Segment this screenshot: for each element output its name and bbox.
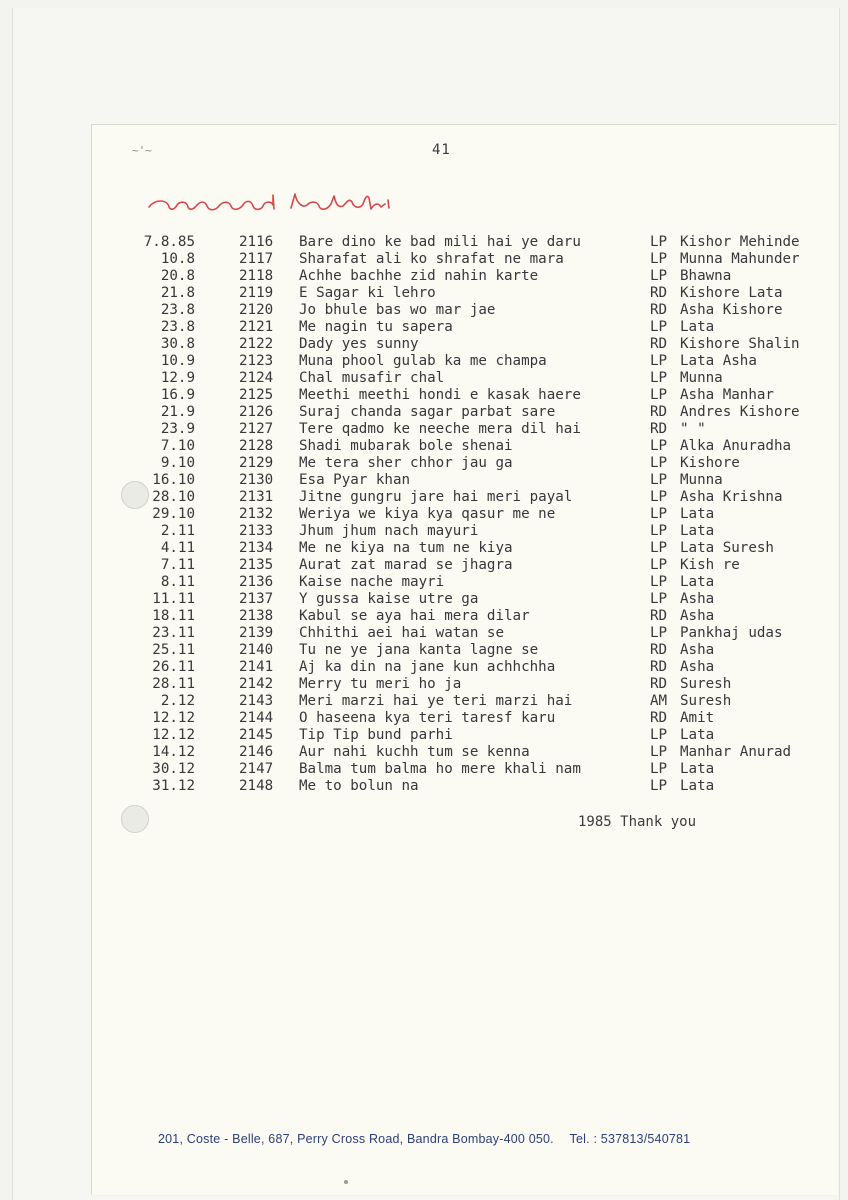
entry-composer: LP — [650, 251, 668, 267]
entry-singers: Lata — [680, 319, 715, 335]
ledger-row — [0, 540, 848, 557]
entry-composer: LP — [650, 778, 668, 794]
entry-song-title: Chhithi aei hai watan se — [299, 625, 504, 641]
entry-singers: Asha Krishna — [680, 489, 783, 505]
entry-song-title: Meri marzi hai ye teri marzi hai — [299, 693, 573, 709]
ledger-row — [0, 744, 848, 761]
entry-song-title: Weriya we kiya kya qasur me ne — [299, 506, 556, 522]
closing-note: 1985 Thank you — [578, 814, 697, 830]
ledger-row — [0, 285, 848, 302]
ledger-row — [0, 438, 848, 455]
entry-song-title: Aur nahi kuchh tum se kenna — [299, 744, 530, 760]
entry-song-title: Aj ka din na jane kun achhchha — [299, 659, 556, 675]
entry-singers: Munna — [680, 472, 723, 488]
entry-composer: LP — [650, 319, 668, 335]
entry-singers: Andres Kishore — [680, 404, 800, 420]
entry-singers: Kishore — [680, 455, 740, 471]
entry-singers: Munna Mahunder — [680, 251, 800, 267]
entry-date: 2.11 — [160, 523, 195, 539]
letterhead-telephone: Tel. : 537813/540781 — [569, 1132, 691, 1146]
entry-composer: LP — [650, 557, 668, 573]
paper-speck: ~'~ — [132, 144, 152, 157]
ledger-row — [0, 319, 848, 336]
entry-date: 30.8 — [160, 336, 195, 352]
entry-singers: Lata — [680, 778, 715, 794]
entry-song-title: Kabul se aya hai mera dilar — [299, 608, 530, 624]
entry-composer: LP — [650, 455, 668, 471]
page-number: 41 — [432, 142, 451, 158]
entry-composer: LP — [650, 523, 668, 539]
entry-composer: LP — [650, 472, 668, 488]
ledger-row — [0, 693, 848, 710]
entry-number: 2129 — [239, 455, 274, 471]
entry-composer: LP — [650, 438, 668, 454]
entry-date: 12.9 — [160, 370, 195, 386]
entry-song-title: Suraj chanda sagar parbat sare — [299, 404, 556, 420]
entry-number: 2141 — [239, 659, 274, 675]
entry-number: 2148 — [239, 778, 274, 794]
entry-date: 12.12 — [152, 727, 195, 743]
entry-number: 2118 — [239, 268, 274, 284]
entry-song-title: Kaise nache mayri — [299, 574, 445, 590]
entry-singers: Kishore Lata — [680, 285, 783, 301]
entry-composer: RD — [650, 336, 668, 352]
entry-number: 2120 — [239, 302, 274, 318]
entry-singers: Amit — [680, 710, 715, 726]
entry-date: 23.9 — [160, 421, 195, 437]
entry-number: 2134 — [239, 540, 274, 556]
entry-song-title: Jhum jhum nach mayuri — [299, 523, 479, 539]
entry-number: 2123 — [239, 353, 274, 369]
entry-date: 28.10 — [152, 489, 195, 505]
entry-song-title: E Sagar ki lehro — [299, 285, 436, 301]
ledger-row — [0, 336, 848, 353]
ledger-row — [0, 234, 848, 251]
entry-composer: LP — [650, 353, 668, 369]
ledger-row — [0, 710, 848, 727]
ledger-row — [0, 523, 848, 540]
entry-singers: Munna — [680, 370, 723, 386]
ledger-row — [0, 506, 848, 523]
entry-number: 2125 — [239, 387, 274, 403]
entry-composer: RD — [650, 676, 668, 692]
entry-date: 28.11 — [152, 676, 195, 692]
entry-number: 2145 — [239, 727, 274, 743]
entry-date: 16.10 — [152, 472, 195, 488]
entry-composer: AM — [650, 693, 668, 709]
ledger-row — [0, 591, 848, 608]
entry-date: 10.8 — [160, 251, 195, 267]
entry-number: 2139 — [239, 625, 274, 641]
entry-song-title: Me tera sher chhor jau ga — [299, 455, 513, 471]
entry-singers: Alka Anuradha — [680, 438, 792, 454]
entry-singers: Lata — [680, 727, 715, 743]
entry-number: 2143 — [239, 693, 274, 709]
entry-composer: RD — [650, 659, 668, 675]
entry-singers: Asha — [680, 608, 715, 624]
song-ledger — [0, 234, 848, 795]
entry-number: 2140 — [239, 642, 274, 658]
paper-mark — [344, 1180, 348, 1184]
entry-date: 29.10 — [152, 506, 195, 522]
entry-number: 2138 — [239, 608, 274, 624]
entry-singers: Lata — [680, 761, 715, 777]
entry-date: 4.11 — [160, 540, 195, 556]
entry-song-title: Merry tu meri ho ja — [299, 676, 462, 692]
entry-number: 2117 — [239, 251, 274, 267]
entry-number: 2137 — [239, 591, 274, 607]
entry-composer: RD — [650, 421, 668, 437]
entry-song-title: Achhe bachhe zid nahin karte — [299, 268, 539, 284]
ledger-row — [0, 574, 848, 591]
entry-date: 21.8 — [160, 285, 195, 301]
entry-song-title: Me nagin tu sapera — [299, 319, 453, 335]
entry-number: 2147 — [239, 761, 274, 777]
entry-date: 18.11 — [152, 608, 195, 624]
entry-date: 7.8.85 — [143, 234, 195, 250]
entry-composer: LP — [650, 744, 668, 760]
entry-composer: LP — [650, 591, 668, 607]
entry-singers: Bhawna — [680, 268, 732, 284]
entry-song-title: Me to bolun na — [299, 778, 419, 794]
entry-date: 31.12 — [152, 778, 195, 794]
entry-number: 2124 — [239, 370, 274, 386]
entry-song-title: Shadi mubarak bole shenai — [299, 438, 513, 454]
entry-date: 2.12 — [160, 693, 195, 709]
entry-date: 26.11 — [152, 659, 195, 675]
entry-singers: Asha — [680, 591, 715, 607]
entry-song-title: Bare dino ke bad mili hai ye daru — [299, 234, 581, 250]
entry-singers: Asha Manhar — [680, 387, 774, 403]
ledger-row — [0, 353, 848, 370]
entry-song-title: Sharafat ali ko shrafat ne mara — [299, 251, 564, 267]
entry-date: 16.9 — [160, 387, 195, 403]
ledger-row — [0, 727, 848, 744]
ledger-row — [0, 472, 848, 489]
entry-song-title: O haseena kya teri taresf karu — [299, 710, 556, 726]
entry-composer: RD — [650, 710, 668, 726]
entry-number: 2135 — [239, 557, 274, 573]
entry-singers: Lata — [680, 523, 715, 539]
entry-number: 2144 — [239, 710, 274, 726]
entry-date: 7.11 — [160, 557, 195, 573]
entry-date: 7.10 — [160, 438, 195, 454]
entry-number: 2142 — [239, 676, 274, 692]
entry-song-title: Tere qadmo ke neeche mera dil hai — [299, 421, 581, 437]
entry-song-title: Esa Pyar khan — [299, 472, 411, 488]
entry-number: 2130 — [239, 472, 274, 488]
entry-date: 25.11 — [152, 642, 195, 658]
entry-composer: LP — [650, 625, 668, 641]
entry-date: 23.8 — [160, 319, 195, 335]
ledger-row — [0, 268, 848, 285]
entry-singers: Lata — [680, 506, 715, 522]
entry-composer: LP — [650, 727, 668, 743]
entry-singers: Suresh — [680, 693, 732, 709]
entry-song-title: Y gussa kaise utre ga — [299, 591, 479, 607]
entry-singers: Lata Suresh — [680, 540, 774, 556]
entry-composer: LP — [650, 387, 668, 403]
entry-composer: LP — [650, 268, 668, 284]
entry-composer: RD — [650, 285, 668, 301]
author-signature — [145, 190, 395, 220]
entry-number: 2136 — [239, 574, 274, 590]
ledger-row — [0, 370, 848, 387]
letterhead-address: 201, Coste - Belle, 687, Perry Cross Road, Bandra Bombay-400 050. — [158, 1132, 554, 1146]
entry-number: 2133 — [239, 523, 274, 539]
entry-date: 11.11 — [152, 591, 195, 607]
entry-composer: RD — [650, 404, 668, 420]
entry-singers: Lata — [680, 574, 715, 590]
entry-song-title: Tu ne ye jana kanta lagne se — [299, 642, 539, 658]
ledger-row — [0, 642, 848, 659]
entry-singers: Kishore Shalin — [680, 336, 800, 352]
entry-composer: RD — [650, 608, 668, 624]
entry-number: 2119 — [239, 285, 274, 301]
entry-number: 2131 — [239, 489, 274, 505]
ledger-row — [0, 421, 848, 438]
entry-number: 2116 — [239, 234, 274, 250]
ledger-row — [0, 302, 848, 319]
ledger-row — [0, 608, 848, 625]
ledger-row — [0, 455, 848, 472]
ledger-row — [0, 761, 848, 778]
entry-date: 10.9 — [160, 353, 195, 369]
entry-composer: LP — [650, 574, 668, 590]
ledger-row — [0, 778, 848, 795]
ledger-row — [0, 625, 848, 642]
entry-singers: Lata Asha — [680, 353, 757, 369]
entry-composer: LP — [650, 761, 668, 777]
entry-singers: Kishor Mehinde — [680, 234, 800, 250]
entry-number: 2122 — [239, 336, 274, 352]
entry-number: 2132 — [239, 506, 274, 522]
entry-singers: Suresh — [680, 676, 732, 692]
entry-date: 9.10 — [160, 455, 195, 471]
entry-song-title: Jo bhule bas wo mar jae — [299, 302, 496, 318]
entry-singers: " " — [680, 421, 706, 437]
entry-composer: LP — [650, 234, 668, 250]
entry-composer: LP — [650, 370, 668, 386]
ledger-row — [0, 557, 848, 574]
entry-singers: Pankhaj udas — [680, 625, 783, 641]
entry-composer: LP — [650, 506, 668, 522]
ledger-row — [0, 404, 848, 421]
entry-composer: LP — [650, 489, 668, 505]
ledger-row — [0, 387, 848, 404]
entry-number: 2146 — [239, 744, 274, 760]
entry-song-title: Aurat zat marad se jhagra — [299, 557, 513, 573]
entry-number: 2128 — [239, 438, 274, 454]
punch-hole — [121, 805, 149, 833]
entry-date: 23.11 — [152, 625, 195, 641]
entry-date: 12.12 — [152, 710, 195, 726]
ledger-row — [0, 676, 848, 693]
letterhead-footer — [158, 1132, 690, 1146]
entry-composer: RD — [650, 642, 668, 658]
entry-song-title: Chal musafir chal — [299, 370, 445, 386]
entry-song-title: Meethi meethi hondi e kasak haere — [299, 387, 581, 403]
ledger-row — [0, 489, 848, 506]
entry-song-title: Dady yes sunny — [299, 336, 419, 352]
entry-song-title: Tip Tip bund parhi — [299, 727, 453, 743]
entry-song-title: Me ne kiya na tum ne kiya — [299, 540, 513, 556]
entry-song-title: Jitne gungru jare hai meri payal — [299, 489, 573, 505]
entry-date: 23.8 — [160, 302, 195, 318]
entry-date: 30.12 — [152, 761, 195, 777]
entry-number: 2121 — [239, 319, 274, 335]
entry-singers: Asha — [680, 659, 715, 675]
entry-date: 14.12 — [152, 744, 195, 760]
entry-number: 2127 — [239, 421, 274, 437]
entry-song-title: Muna phool gulab ka me champa — [299, 353, 547, 369]
entry-date: 21.9 — [160, 404, 195, 420]
entry-number: 2126 — [239, 404, 274, 420]
entry-date: 8.11 — [160, 574, 195, 590]
entry-singers: Asha Kishore — [680, 302, 783, 318]
entry-song-title: Balma tum balma ho mere khali nam — [299, 761, 581, 777]
entry-singers: Manhar Anurad — [680, 744, 792, 760]
entry-composer: RD — [650, 302, 668, 318]
entry-singers: Asha — [680, 642, 715, 658]
entry-date: 20.8 — [160, 268, 195, 284]
ledger-row — [0, 251, 848, 268]
entry-singers: Kish re — [680, 557, 740, 573]
entry-composer: LP — [650, 540, 668, 556]
ledger-row — [0, 659, 848, 676]
